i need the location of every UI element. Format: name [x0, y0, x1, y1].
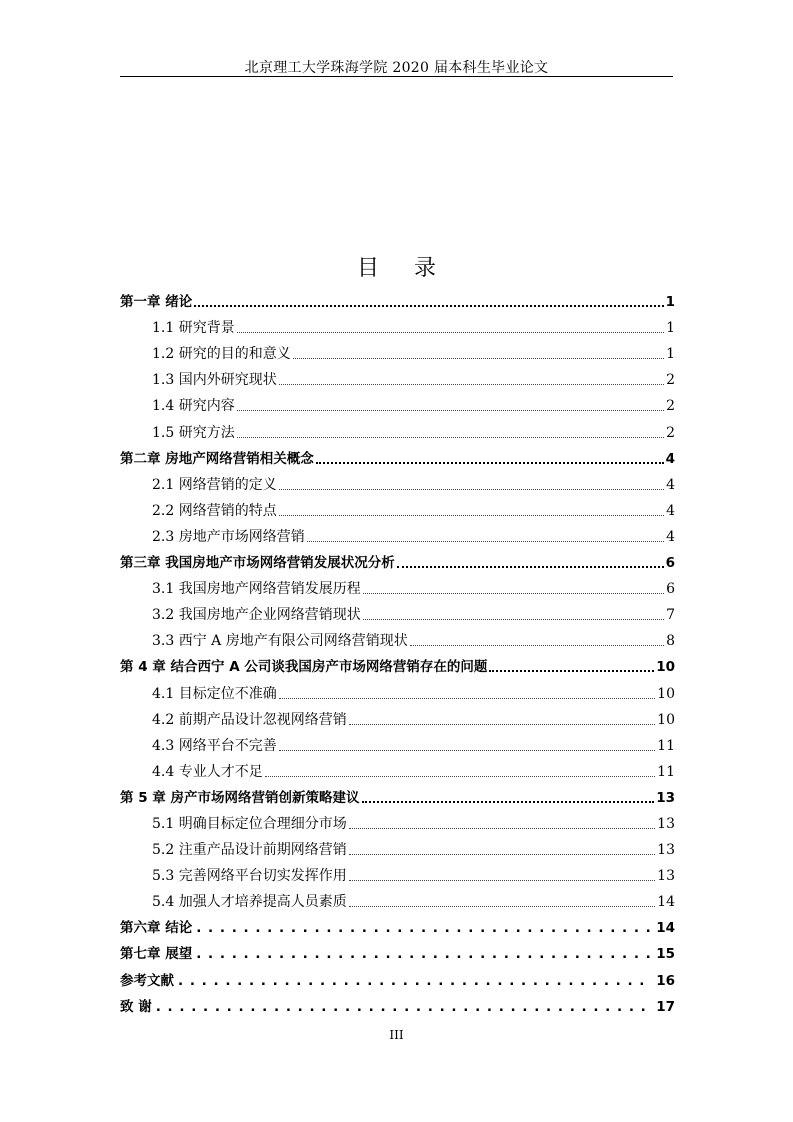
toc-entry-label: 4.3 网络平台不完善	[152, 737, 277, 754]
toc-dot-leader	[194, 305, 663, 307]
toc-entry-page: 13	[657, 868, 675, 885]
toc-entry-page: 7	[666, 607, 675, 624]
toc-chapter-entry[interactable]	[120, 911, 675, 937]
toc-dot-leader	[178, 972, 650, 990]
toc-dot-leader	[316, 462, 664, 464]
toc-section-entry[interactable]	[120, 389, 675, 415]
toc-entry-page: 6	[666, 581, 675, 598]
toc-entry-label: 2.2 网络营销的特点	[152, 502, 277, 519]
toc-entry-page: 4	[666, 528, 675, 545]
toc-entry-label: 1.1 研究背景	[152, 320, 235, 337]
toc-entry-page: 15	[656, 946, 675, 963]
toc-dot-leader	[237, 410, 664, 411]
toc-entry-page: 4	[666, 502, 675, 519]
toc-chapter-entry[interactable]	[120, 442, 675, 468]
toc-section-entry[interactable]	[120, 703, 675, 729]
toc-section-entry[interactable]	[120, 311, 675, 337]
toc-section-entry[interactable]	[120, 572, 675, 598]
toc-dot-leader	[397, 566, 664, 568]
toc-entry-label: 第二章 房地产网络营销相关概念	[120, 450, 314, 467]
toc-dot-leader	[363, 619, 664, 620]
toc-dot-leader	[279, 489, 664, 490]
toc-dot-leader	[489, 670, 654, 672]
toc-entry-label: 第六章 结论	[120, 920, 193, 937]
toc-entry-page: 10	[656, 659, 675, 676]
toc-entry-label: 第 5 章 房产市场网络营销创新策略建议	[120, 789, 360, 806]
toc-entry-label: 致 谢	[120, 998, 152, 1015]
toc-entry-page: 2	[666, 398, 675, 415]
toc-chapter-entry[interactable]	[120, 650, 675, 676]
toc-entry-page: 13	[657, 815, 675, 832]
toc-entry-label: 1.5 研究方法	[152, 424, 235, 441]
toc-entry-label: 第 4 章 结合西宁 A 公司谈我国房产市场网络营销存在的问题	[120, 659, 488, 676]
toc-entry-label: 3.3 西宁 A 房地产有限公司网络营销现状	[152, 633, 408, 650]
toc-chapter-entry[interactable]	[120, 963, 675, 989]
toc-chapter-entry[interactable]	[120, 937, 675, 963]
toc-dot-leader	[349, 828, 655, 829]
table-of-contents	[120, 285, 675, 1016]
toc-section-entry[interactable]	[120, 624, 675, 650]
toc-entry-page: 4	[665, 450, 675, 467]
toc-entry-label: 3.1 我国房地产网络营销发展历程	[152, 581, 361, 598]
toc-dot-leader	[156, 998, 651, 1016]
toc-section-entry[interactable]	[120, 520, 675, 546]
toc-dot-leader	[279, 698, 655, 699]
toc-entry-page: 2	[666, 424, 675, 441]
toc-entry-label: 2.1 网络营销的定义	[152, 476, 277, 493]
toc-entry-page: 13	[656, 789, 675, 806]
page-number: III	[389, 1028, 404, 1042]
toc-entry-page: 14	[657, 894, 675, 911]
toc-entry-label: 4.1 目标定位不准确	[152, 685, 277, 702]
toc-section-entry[interactable]	[120, 363, 675, 389]
toc-entry-label: 5.2 注重产品设计前期网络营销	[152, 842, 347, 859]
toc-entry-label: 参考文献	[120, 972, 174, 989]
toc-entry-page: 11	[657, 763, 675, 780]
toc-entry-label: 5.1 明确目标定位合理细分市场	[152, 815, 347, 832]
toc-entry-label: 第一章 绪论	[120, 294, 193, 311]
toc-dot-leader	[307, 541, 664, 542]
toc-entry-page: 14	[656, 920, 675, 937]
toc-section-entry[interactable]	[120, 337, 675, 363]
toc-entry-page: 10	[657, 685, 675, 702]
running-header: 北京理工大学珠海学院 2020 届本科生毕业论文	[244, 60, 549, 76]
toc-section-entry[interactable]	[120, 755, 675, 781]
toc-dot-leader	[349, 906, 655, 907]
toc-section-entry[interactable]	[120, 676, 675, 702]
toc-section-entry[interactable]	[120, 885, 675, 911]
toc-entry-page: 2	[666, 372, 675, 389]
toc-section-entry[interactable]	[120, 415, 675, 441]
toc-dot-leader	[237, 332, 664, 333]
toc-dot-leader	[196, 919, 650, 937]
toc-chapter-entry[interactable]	[120, 285, 675, 311]
toc-dot-leader	[410, 645, 664, 646]
toc-dot-leader	[237, 437, 664, 438]
toc-entry-label: 第七章 展望	[120, 946, 193, 963]
toc-entry-label: 第三章 我国房地产市场网络营销发展状况分析	[120, 555, 395, 572]
toc-entry-page: 8	[666, 633, 675, 650]
toc-section-entry[interactable]	[120, 468, 675, 494]
toc-entry-page: 10	[657, 711, 675, 728]
toc-section-entry[interactable]	[120, 494, 675, 520]
toc-entry-page: 1	[665, 294, 675, 311]
toc-chapter-entry[interactable]	[120, 990, 675, 1016]
toc-dot-leader	[349, 854, 655, 855]
toc-entry-page: 13	[657, 842, 675, 859]
toc-entry-page: 6	[665, 555, 675, 572]
toc-entry-page: 1	[666, 346, 675, 363]
toc-entry-page: 4	[666, 476, 675, 493]
toc-title: 目 录	[357, 256, 450, 281]
header-rule	[120, 76, 673, 77]
toc-entry-label: 5.4 加强人才培养提高人员素质	[152, 894, 347, 911]
toc-entry-page: 11	[657, 737, 675, 754]
toc-entry-label: 1.2 研究的目的和意义	[152, 346, 291, 363]
toc-entry-page: 16	[656, 972, 675, 989]
toc-chapter-entry[interactable]	[120, 546, 675, 572]
toc-entry-label: 4.4 专业人才不足	[152, 763, 263, 780]
toc-dot-leader	[293, 358, 664, 359]
toc-section-entry[interactable]	[120, 729, 675, 755]
toc-dot-leader	[279, 515, 664, 516]
toc-dot-leader	[279, 750, 655, 751]
toc-dot-leader	[349, 880, 655, 881]
toc-dot-leader	[363, 593, 664, 594]
toc-chapter-entry[interactable]	[120, 781, 675, 807]
toc-section-entry[interactable]	[120, 807, 675, 833]
toc-dot-leader	[279, 384, 664, 385]
toc-dot-leader	[349, 724, 655, 725]
toc-entry-label: 3.2 我国房地产企业网络营销现状	[152, 607, 361, 624]
toc-entry-label: 4.2 前期产品设计忽视网络营销	[152, 711, 347, 728]
toc-section-entry[interactable]	[120, 598, 675, 624]
toc-entry-page: 17	[656, 998, 675, 1015]
toc-dot-leader	[196, 945, 650, 963]
toc-entry-label: 1.3 国内外研究现状	[152, 372, 277, 389]
toc-dot-leader	[362, 801, 655, 803]
toc-section-entry[interactable]	[120, 833, 675, 859]
toc-dot-leader	[265, 776, 655, 777]
toc-section-entry[interactable]	[120, 859, 675, 885]
toc-entry-label: 1.4 研究内容	[152, 398, 235, 415]
toc-entry-label: 5.3 完善网络平台切实发挥作用	[152, 868, 347, 885]
toc-entry-page: 1	[666, 320, 675, 337]
toc-entry-label: 2.3 房地产市场网络营销	[152, 528, 305, 545]
